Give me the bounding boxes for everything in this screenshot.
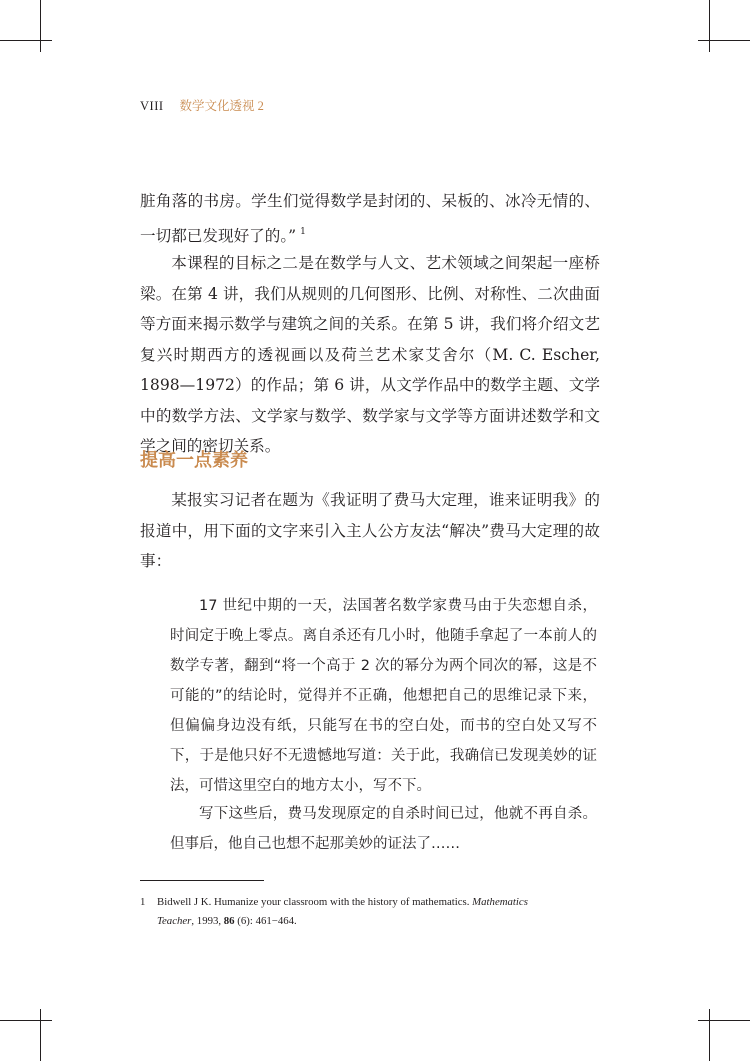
quote-paragraph-1: 17 世纪中期的一天，法国著名数学家费马由于失恋想自杀，时间定于晚上零点。离自杀还有几小时，他随手拿起了一本前人的数学专著，翻到“将一个高于 2 次的幂分为两个同次的幂，这是不可能的”的结论时，觉得并不正确，他想把自己的思维记录下来，但偏偏身边没有纸，只能写在书的空白处，而书的空白处又写不下，于是他只好不无遗憾地写道：关于此，我确信已发现美妙的证法，可惜这里空白的地方太小，写不下。 (170, 598, 597, 794)
footnote (140, 893, 595, 931)
footnote-journal: Mathematics (472, 896, 528, 908)
book-title: 数学文化透视 2 (179, 99, 264, 113)
paragraph-continuation (140, 186, 600, 251)
crop-mark-bottom-left-v (40, 1009, 41, 1061)
page-number: VIII (140, 99, 164, 113)
crop-mark-bottom-right-v (709, 1009, 710, 1061)
footnote-number: 1 (140, 896, 146, 908)
quote-paragraph-2: 写下这些后，费马发现原定的自杀时间已过，他就不再自杀。但事后，他自己也想不起那美妙的证法了…… (170, 806, 597, 852)
section-intro-paragraph: 某报实习记者在题为《我证明了费马大定理，谁来证明我》的报道中，用下面的文字来引入主人公方友法“解决”费马大定理的故事： (140, 491, 600, 570)
footnote-line-2 (140, 912, 595, 931)
footnote-volume: 86 (223, 915, 235, 927)
paragraph-text: 脏角落的书房。学生们觉得数学是封闭的、呆板的、冰冷无情的、一切都已发现好了的。” (140, 192, 600, 245)
footnote-pages: (6): 461−464. (234, 915, 297, 927)
footnote-divider (140, 880, 264, 881)
crop-mark-top-left-v (40, 0, 41, 52)
footnote-journal-cont: Teacher (157, 915, 192, 927)
crop-mark-top-left-h (0, 40, 52, 41)
footnote-year: , 1993, (191, 915, 224, 927)
crop-mark-bottom-right-h (698, 1020, 750, 1021)
crop-mark-top-right-v (709, 0, 710, 52)
running-header (140, 96, 264, 116)
footnote-ref[interactable]: 1 (300, 226, 306, 237)
section-heading: 提高一点素养 (140, 450, 248, 471)
crop-mark-top-right-h (698, 40, 750, 41)
crop-mark-bottom-left-h (0, 1020, 52, 1021)
paragraph-course-goal: 本课程的目标之二是在数学与人文、艺术领域之间架起一座桥梁。在第 4 讲，我们从规则的几何图形、比例、对称性、二次曲面等方面来揭示数学与建筑之间的关系。在第 5 讲，我们将介绍文艺复兴时期西方的透视画以及荷兰艺术家艾舍尔（M. C. Escher, 1898—1972）的作品；第 6 讲，从文学作品中的数学主题、文学中的数学方法、文学家与数学、数学家与文学等方面讲述数学和文学之间的密切关系。 (140, 254, 600, 455)
footnote-citation: Bidwell J K. Humanize your classroom with the history of mathematics. (157, 896, 473, 908)
